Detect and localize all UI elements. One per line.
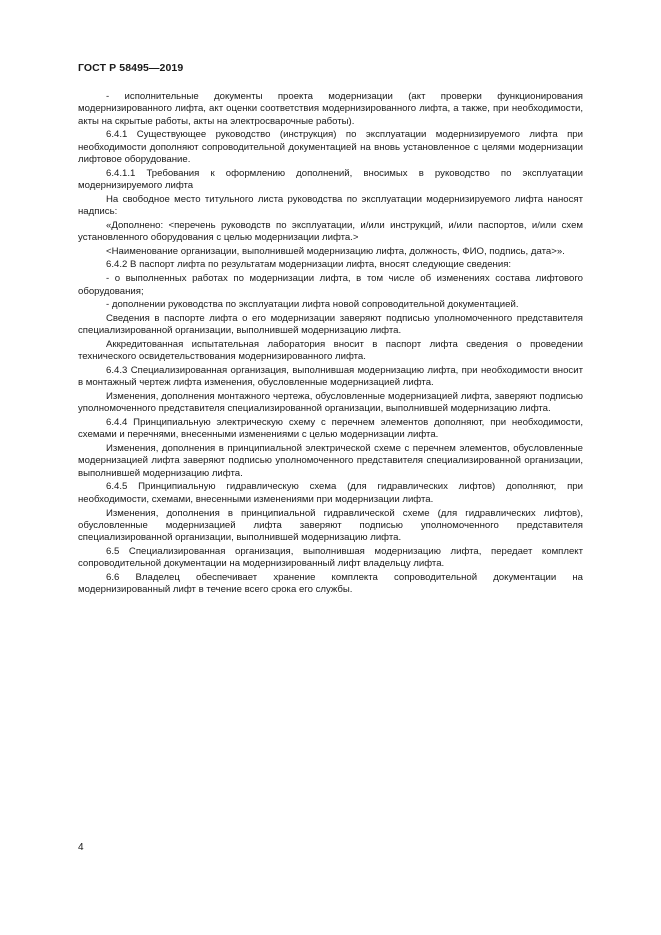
paragraph: 6.4.4 Принципиальную электрическую схему с перечнем элементов дополняют, при необходимости, схемами и перечнями, внесенными изменениями с целью модернизации лифта. <box>78 417 583 441</box>
paragraph: 6.6 Владелец обеспечивает хранение комплекта сопроводительной документации на модернизированный лифт в течение всего срока его службы. <box>78 571 583 596</box>
paragraph: <Наименование организации, выполнившей модернизацию лифта, должность, ФИО, подпись, дата>». <box>106 245 565 257</box>
paragraph: Сведения в паспорте лифта о его модернизации заверяют подписью уполномоченного представителя специализированной организации, выполнившей модернизацию лифта. <box>78 312 583 337</box>
paragraph: «Дополнено: <перечень руководств по эксплуатации, и/или инструкций, и/или паспортов, и/или схем установленного оборудования с целью модернизации лифта.> <box>78 219 583 244</box>
paragraph: Изменения, дополнения в принципиальной гидравлической схеме (для гидравлических лифтов), обусловленные модернизацией лифта заверяют подписью уполномоченного представителя специализированной организации, выполнившей модернизацию лифта. <box>78 507 583 544</box>
standard-header: ГОСТ Р 58495—2019 <box>78 62 184 74</box>
document-body <box>78 91 583 598</box>
paragraph: Аккредитованная испытательная лаборатория вносит в паспорт лифта сведения о проведении технического освидетельствования модернизированного лифта. <box>78 339 583 363</box>
paragraph: - о выполненных работах по модернизации лифта, в том числе об изменениях состава лифтового оборудования; <box>78 273 583 297</box>
paragraph: Изменения, дополнения монтажного чертежа, обусловленные модернизацией лифта, заверяют подписью уполномоченного представителя специализированной организации, выполнившей модернизацию лифта. <box>78 391 583 415</box>
paragraph: 6.4.1 Существующее руководство (инструкция) по эксплуатации модернизируемого лифта при необходимости дополняют сопроводительной документацией на вновь установленное с целями модернизации лифтовое оборудование. <box>78 129 583 165</box>
paragraph: 6.4.2 В паспорт лифта по результатам модернизации лифта, вносят следующие сведения: <box>106 259 512 271</box>
paragraph: - дополнении руководства по эксплуатации лифта новой сопроводительной документацией. <box>106 299 519 311</box>
page-number: 4 <box>78 842 84 853</box>
paragraph: Изменения, дополнения в принципиальной электрической схеме с перечнем элементов, обусловленные модернизацией лифта заверяют подписью уполномоченного представителя специализированной организации, выполнившей модернизацию лифта. <box>78 443 583 479</box>
paragraph: На свободное место титульного листа руководства по эксплуатации модернизируемого лифта наносят надпись: <box>78 193 583 217</box>
paragraph: 6.5 Специализированная организация, выполнившая модернизацию лифта, передает комплект сопроводительной документации на модернизированный лифт владельцу лифта. <box>78 545 583 570</box>
paragraph: 6.4.3 Специализированная организация, выполнившая модернизацию лифта, при необходимости вносит в монтажный чертеж лифта изменения, обусловленные модернизацией лифта. <box>78 365 583 389</box>
paragraph: 6.4.5 Принципиальную гидравлическую схема (для гидравлических лифтов) дополняют, при необходимости, схемами, внесенными изменениями при модернизации лифта. <box>78 481 583 505</box>
paragraph: 6.4.1.1 Требования к оформлению дополнений, вносимых в руководство по эксплуатации модернизируемого лифта <box>78 167 583 191</box>
paragraph: - исполнительные документы проекта модернизации (акт проверки функционирования модернизированного лифта, акт оценки соответствия модернизированного лифта, а также, при необходимости, акты на скрытые работы, акты на электросварочные работы). <box>78 91 583 127</box>
